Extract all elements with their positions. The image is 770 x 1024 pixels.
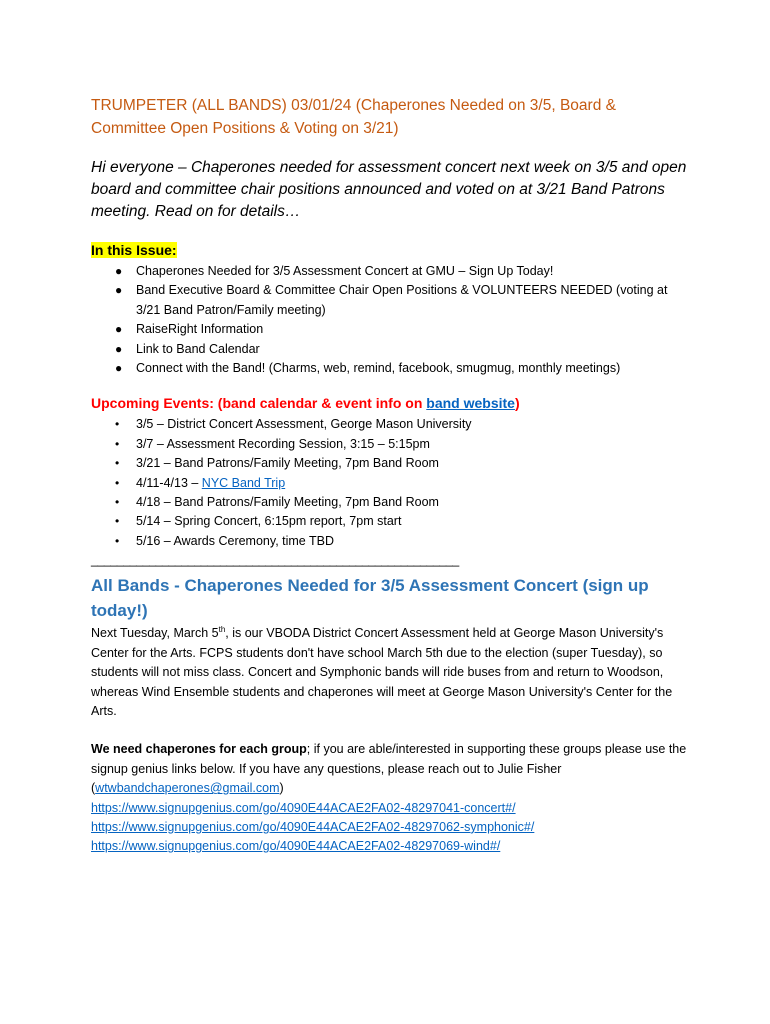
in-this-issue-heading: [91, 240, 691, 260]
issue-item: [115, 262, 691, 281]
signup-link-symphonic[interactable]: https://www.signupgenius.com/go/4090E44ACAE2FA02-48297062-symphonic#/: [91, 819, 535, 834]
event-item: [115, 493, 691, 512]
issue-item-text: Connect with the Band! (Charms, web, remind, facebook, smugmug, monthly meetings): [136, 361, 621, 376]
event-item-text: 3/7 – Assessment Recording Session, 3:15 – 5:15pm: [136, 436, 430, 451]
chaperone-emphasis: We need chaperones for each group: [91, 742, 307, 757]
chaperone-email-link[interactable]: wtwbandchaperones@gmail.com: [95, 781, 280, 796]
band-website-link[interactable]: band website: [426, 395, 515, 412]
issue-item: [115, 281, 691, 320]
event-item-text: 3/5 – District Concert Assessment, George Mason University: [136, 417, 472, 432]
bullet-icon: ●: [115, 322, 123, 337]
section-heading: All Bands - Chaperones Needed for 3/5 Assessment Concert (sign up today!): [91, 576, 649, 621]
events-heading-suffix: ): [514, 395, 520, 412]
event-item: [115, 454, 691, 473]
upcoming-events-heading: [91, 393, 691, 413]
event-item-text: 4/11-4/13 –: [136, 475, 202, 490]
events-list: [91, 415, 691, 551]
chaperone-paragraph: [91, 740, 691, 856]
para-text: ; if you are able/interested in supporting these groups please use the signup genius links below. If you have any questions, please reach out to Julie Fisher (: [91, 742, 687, 796]
newsletter-body: [91, 94, 691, 857]
issue-item: [115, 320, 691, 339]
events-heading-prefix: Upcoming Events: (band calendar & event info on: [91, 395, 427, 412]
event-item: [115, 532, 691, 551]
bullet-icon: ●: [115, 361, 123, 376]
bullet-icon: ●: [115, 283, 123, 298]
issue-item-text: RaiseRight Information: [136, 322, 264, 337]
issue-item-text: Band Executive Board & Committee Chair Open Positions & VOLUNTEERS NEEDED (voting at 3/21 Band Patron/Family meeting): [136, 283, 668, 317]
intro-paragraph: Hi everyone – Chaperones needed for assessment concert next week on 3/5 and open board and committee chair positions announced and voted on at 3/21 Band Patrons meeting. Read on for details…: [91, 159, 687, 220]
issue-item: [115, 359, 691, 378]
paragraph-gap: [91, 721, 691, 740]
event-item: [115, 512, 691, 531]
section-divider: _________________________________________________________: [91, 553, 459, 568]
issue-list: [91, 262, 691, 378]
bullet-icon: •: [115, 475, 120, 490]
para-text: Next Tuesday, March 5: [91, 626, 219, 641]
nyc-band-trip-link[interactable]: NYC Band Trip: [201, 475, 286, 490]
bullet-icon: •: [115, 456, 120, 471]
issue-item-text: Chaperones Needed for 3/5 Assessment Concert at GMU – Sign Up Today!: [136, 264, 554, 278]
bullet-icon: ●: [115, 341, 123, 356]
ordinal-suffix: th: [218, 625, 226, 635]
para-text: , is our VBODA District Concert Assessment held at George Mason University's Center for the Arts. FCPS students don't have school March 5th due to the election (super Tuesday), so students will not miss class. Concert and Symphonic bands will ride buses from and return to Woodson, whereas Wind Ensemble students and chaperones will meet at George Mason University's Center for the Arts.: [91, 626, 673, 718]
newsletter-title: TRUMPETER (ALL BANDS) 03/01/24 (Chaperones Needed on 3/5, Board & Committee Open Positions & Voting on 3/21): [91, 97, 616, 137]
bullet-icon: •: [115, 436, 120, 451]
bullet-icon: •: [115, 417, 120, 432]
issue-item: [115, 340, 691, 359]
signup-link-wind[interactable]: https://www.signupgenius.com/go/4090E44ACAE2FA02-48297069-wind#/: [91, 839, 501, 854]
bullet-icon: ●: [115, 264, 123, 278]
assessment-paragraph: [91, 624, 691, 721]
event-item: [115, 435, 691, 454]
event-item: [115, 474, 691, 493]
bullet-icon: •: [115, 495, 120, 510]
event-item-text: 5/16 – Awards Ceremony, time TBD: [136, 533, 335, 548]
signup-link-concert[interactable]: https://www.signupgenius.com/go/4090E44ACAE2FA02-48297041-concert#/: [91, 800, 516, 815]
event-item-text: 5/14 – Spring Concert, 6:15pm report, 7pm start: [136, 514, 402, 529]
para-text: ): [279, 781, 284, 796]
event-item: [115, 415, 691, 434]
bullet-icon: •: [115, 533, 120, 548]
issue-item-text: Link to Band Calendar: [136, 341, 260, 356]
in-this-issue-label: In this Issue:: [91, 242, 177, 258]
event-item-text: 4/18 – Band Patrons/Family Meeting, 7pm Band Room: [136, 495, 439, 510]
event-item-text: 3/21 – Band Patrons/Family Meeting, 7pm Band Room: [136, 456, 439, 471]
bullet-icon: •: [115, 514, 120, 529]
